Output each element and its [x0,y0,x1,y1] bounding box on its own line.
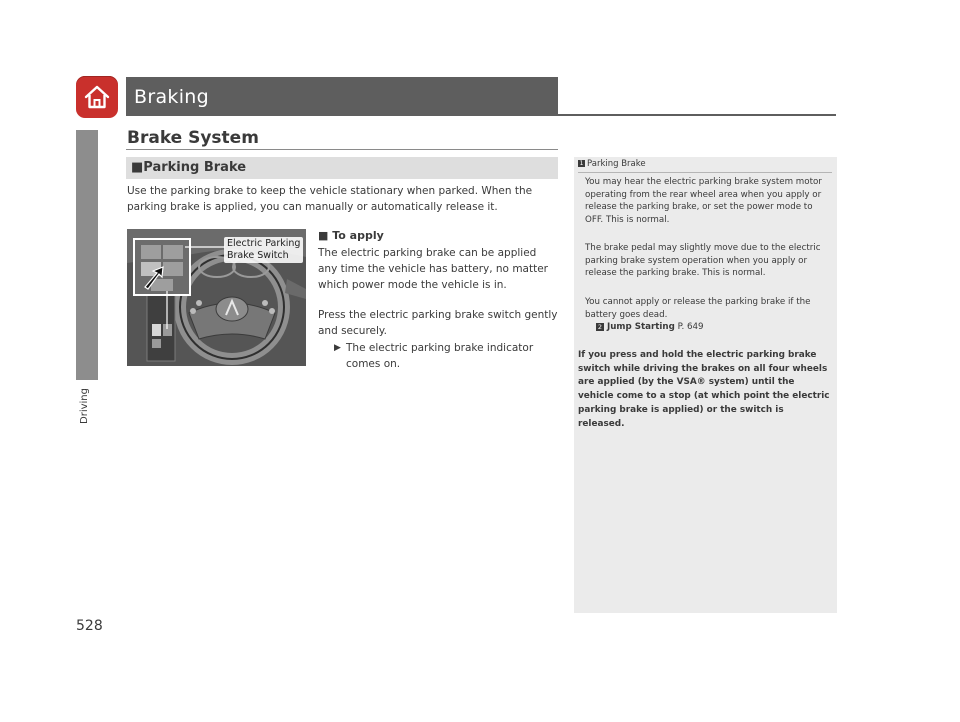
reference-page: P. 649 [674,322,704,332]
switch-callout-label [224,237,303,263]
subsection-label: Parking Brake [143,160,247,175]
result-arrow-icon: ▶ [334,343,341,353]
apply-result [334,340,549,372]
reference-marker-icon: 2 [597,323,603,331]
chapter-side-tab[interactable] [76,130,98,380]
apply-heading: ■ To apply [318,229,384,242]
apply-result-text: The electric parking brake indicator comes on. [346,342,534,370]
intro-paragraph: Use the parking brake to keep the vehicle stationary when parked. When the parking brake is applied, you can manually or automatically release it. [127,185,533,213]
note-paragraph-3: You cannot apply or release the parking brake if the battery goes dead. [585,297,811,320]
note-marker-icon: 1 [579,160,584,167]
title-rule [126,114,836,116]
reference-label: Jump Starting [607,322,675,332]
subsection-title [131,160,246,175]
chapter-title: Braking [134,86,209,108]
callout-line-1: Electric Parking [227,238,301,249]
notes-heading [578,159,646,169]
jump-starting-link[interactable] [596,322,704,332]
home-icon [83,83,111,111]
home-button[interactable] [76,76,118,118]
chapter-side-label: Driving [79,388,90,424]
section-title: Brake System [127,128,259,148]
apply-press-instruction: Press the electric parking brake switch gently and securely. [318,309,558,337]
section-rule [126,149,558,150]
note-paragraph-1: You may hear the electric parking brake system motor operating from the rear wheel area when you apply or release the parking brake, or set the power mode to OFF. This is normal. [585,177,822,225]
page-number: 528 [76,618,103,634]
note-paragraph-2: The brake pedal may slightly move due to the electric parking brake system operation when you apply or release the parking brake. This is normal. [585,243,821,279]
notes-rule [578,172,832,173]
subsection-marker: ■ [131,160,144,175]
note-bold-paragraph: If you press and hold the electric parking brake switch while driving the brakes on all four wheels are applied (by the VSA® system) until the vehicle come to a stop (at which point the electric parking brake is applied) or the switch is released. [578,350,830,429]
apply-body: The electric parking brake can be applied any time the vehicle has battery, no matter which power mode the vehicle is in. [318,247,548,291]
notes-heading-text: Parking Brake [587,159,646,169]
callout-line-2: Brake Switch [227,250,289,261]
